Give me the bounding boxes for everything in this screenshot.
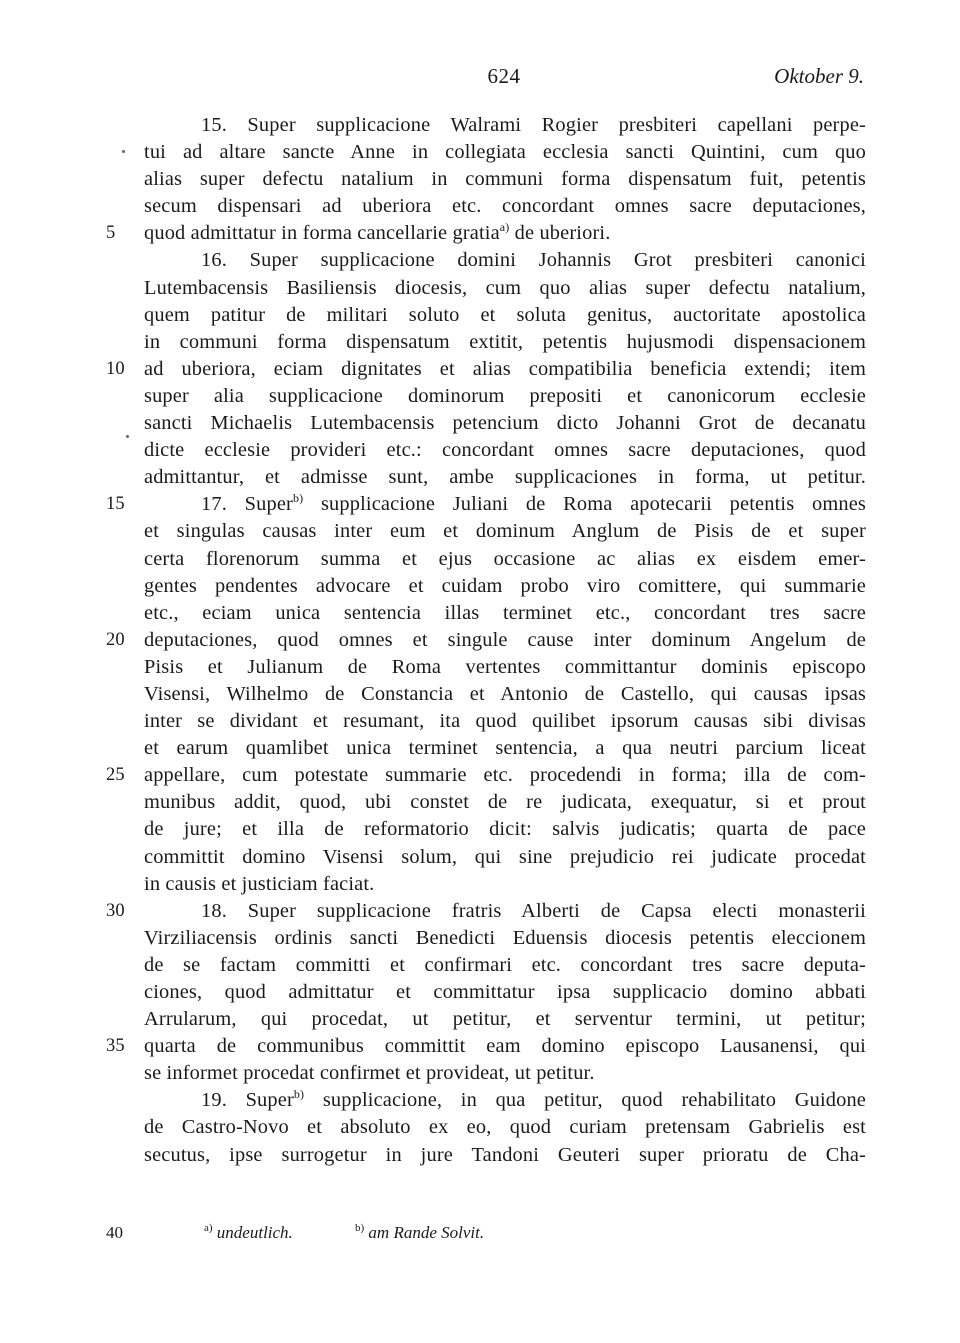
text-line: [144, 383, 866, 410]
line-text: etc., eciam unica sentencia illas terminet etc., concordant tres sacre: [144, 601, 866, 624]
body-text: [106, 112, 867, 1169]
line-text: Lutembacensis Basiliensis diocesis, cum quo alias super defectu natalium,: [144, 276, 866, 299]
line-text: secum dispensari ad uberiora etc. concordant omnes sacre deputaciones,: [144, 195, 866, 218]
line-text: 19. Super: [201, 1089, 294, 1112]
text-line: [144, 681, 866, 708]
text-line: [144, 1114, 866, 1141]
scan-speck: [126, 435, 129, 438]
text-line: [144, 464, 866, 491]
line-text: in causis et justiciam faciat.: [144, 872, 375, 895]
line-text: 16. Super supplicacione domini Johannis Grot presbiteri canonici: [201, 249, 866, 272]
line-text: quod admittatur in forma cancellarie gratia: [144, 222, 500, 245]
text-line: [144, 816, 866, 843]
line-text: sancti Michaelis Lutembacensis petencium dicto Johanni Grot de decanatu: [144, 412, 866, 435]
text-line: [144, 979, 866, 1006]
footer-line-number: 40: [106, 1223, 123, 1242]
text-line: [144, 112, 866, 139]
text-line: [144, 302, 866, 329]
text-line: [144, 925, 866, 952]
line-text: 15. Super supplicacione Walrami Rogier presbiteri capellani perpe-: [201, 114, 866, 136]
footnote-b-mark: b): [355, 1222, 365, 1234]
line-text: Arrularum, qui procedat, ut petitur, et serventur termini, ut petitur;: [144, 1008, 866, 1031]
line-text: certa florenorum summa et ejus occasione ac alias ex eisdem emer-: [144, 547, 866, 570]
page-header: [144, 64, 864, 98]
line-text-continued: supplicacione, in qua petitur, quod rehabilitato Guidone: [304, 1089, 867, 1112]
footnotes: [106, 1223, 806, 1251]
line-text: Visensi, Wilhelmo de Constancia et Antonio de Castello, qui causas ipsas: [144, 682, 866, 705]
line-text: dicte ecclesie provideri etc.: concordant omnes sacre deputaciones, quod: [144, 439, 866, 462]
line-text: in communi forma dispensatum extitit, petentis hujusmodi dispensacionem: [144, 330, 866, 353]
line-text: gentes pendentes advocare et cuidam probo viro comittere, qui summarie: [144, 574, 866, 597]
line-number: 15: [106, 494, 125, 515]
text-line: [144, 573, 866, 600]
footnote-b: [355, 1223, 484, 1243]
line-text: 17. Super: [201, 493, 293, 516]
text-line: [144, 1087, 866, 1114]
line-text-continued: de uberiori.: [509, 222, 611, 245]
text-line: [144, 708, 866, 735]
line-text: committit domino Visensi solum, qui sine prejudicio rei judicate procedat: [144, 845, 866, 868]
text-line: [144, 1060, 866, 1087]
line-text: Virziliacensis ordinis sancti Benedicti Eduensis diocesis petentis eleccionem: [144, 926, 866, 949]
line-text: 18. Super supplicacione fratris Alberti de Capsa electi monasterii: [201, 899, 866, 922]
line-number: 5: [106, 223, 116, 244]
text-line: [144, 247, 866, 274]
line-number: 10: [106, 358, 125, 379]
footnote-a: [204, 1223, 293, 1243]
line-text-continued: supplicacione Juliani de Roma apotecarii petentis omnes: [303, 493, 866, 516]
line-text: tui ad altare sancte Anne in collegiata ecclesia sancti Quintini, cum quo: [144, 141, 866, 164]
text-line: [144, 166, 866, 193]
footnote-reference: b): [293, 1087, 305, 1102]
text-line: [106, 762, 866, 789]
text-line: [144, 546, 866, 573]
line-text: ciones, quod admittatur et committatur ipsa supplicacio domino abbati: [144, 981, 866, 1003]
line-text: deputaciones, quod omnes et singule cause inter dominum Angelum de: [144, 628, 866, 651]
running-title: Oktober 9.: [774, 64, 864, 88]
text-line: [144, 600, 866, 627]
line-number: 25: [106, 765, 125, 786]
text-line: [144, 139, 866, 166]
line-text: super alia supplicacione dominorum prepositi et canonicorum ecclesie: [144, 384, 866, 407]
line-text: munibus addit, quod, ubi constet de re judicata, exequatur, si et prout: [144, 791, 866, 814]
footnote-a-mark: a): [204, 1222, 213, 1234]
text-line: [144, 275, 866, 302]
text-line: [144, 789, 866, 816]
line-text: inter se dividant et resumant, ita quod quilibet ipsorum causas sibi divisas: [144, 710, 866, 733]
text-line: [106, 220, 866, 247]
line-text: quem patitur de militari soluto et soluta genitus, auctoritate apostolica: [144, 303, 866, 326]
text-line: [144, 654, 866, 681]
text-line: [106, 491, 866, 518]
footnote-reference: b): [292, 491, 304, 506]
line-text: quarta de communibus committit eam domino episcopo Lausanensi, qui: [144, 1035, 866, 1058]
text-line: [144, 518, 866, 545]
line-text: alias super defectu natalium in communi forma dispensatum fuit, petentis: [144, 168, 866, 191]
line-text: et singulas causas inter eum et dominum Anglum de Pisis de et super: [144, 520, 866, 543]
text-line: [144, 735, 866, 762]
text-line: [144, 1142, 866, 1169]
line-number: 30: [106, 900, 125, 921]
footnote-a-text: undeutlich.: [212, 1223, 293, 1242]
text-line: [144, 871, 866, 898]
line-text: de jure; et illa de reformatorio dicit: salvis judicatis; quarta de pace: [144, 818, 866, 841]
line-text: appellare, cum potestate summarie etc. procedendi in forma; illa de com-: [144, 764, 866, 787]
text-line: [144, 410, 866, 437]
footnote-reference: a): [499, 220, 510, 235]
text-line: [144, 437, 866, 464]
text-line: [144, 193, 866, 220]
line-text: de Castro-Novo et absoluto ex eo, quod curiam pretensam Gabrielis est: [144, 1116, 866, 1139]
line-text: de se factam committi et confirmari etc. concordant tres sacre deputa-: [144, 953, 866, 976]
line-text: admittantur, et admisse sunt, ambe supplicaciones in forma, ut petitur.: [144, 466, 866, 489]
line-text: se informet procedat confirmet et provideat, ut petitur.: [144, 1062, 595, 1085]
line-text: et earum quamlibet unica terminet sentencia, a qua neutri parcium liceat: [144, 737, 866, 760]
line-number: 35: [106, 1036, 125, 1057]
line-text: ad uberiora, eciam dignitates et alias compatibilia beneficia extendi; item: [144, 357, 866, 380]
text-line: [144, 952, 866, 979]
page-number: 624: [487, 64, 521, 88]
text-line: [106, 356, 866, 383]
line-text: secutus, ipse surrogetur in jure Tandoni Geuteri super prioratu de Cha-: [144, 1143, 866, 1166]
text-line: [144, 844, 866, 871]
line-number: 20: [106, 629, 125, 650]
text-line: [106, 898, 866, 925]
scan-speck: [122, 150, 125, 153]
text-line: [106, 627, 866, 654]
footnote-b-text: am Rande Solvit.: [364, 1223, 485, 1242]
line-text: Pisis et Julianum de Roma vertentes committantur dominis episcopo: [144, 655, 866, 678]
text-line: [106, 1033, 866, 1060]
text-line: [144, 1006, 866, 1033]
text-line: [144, 329, 866, 356]
